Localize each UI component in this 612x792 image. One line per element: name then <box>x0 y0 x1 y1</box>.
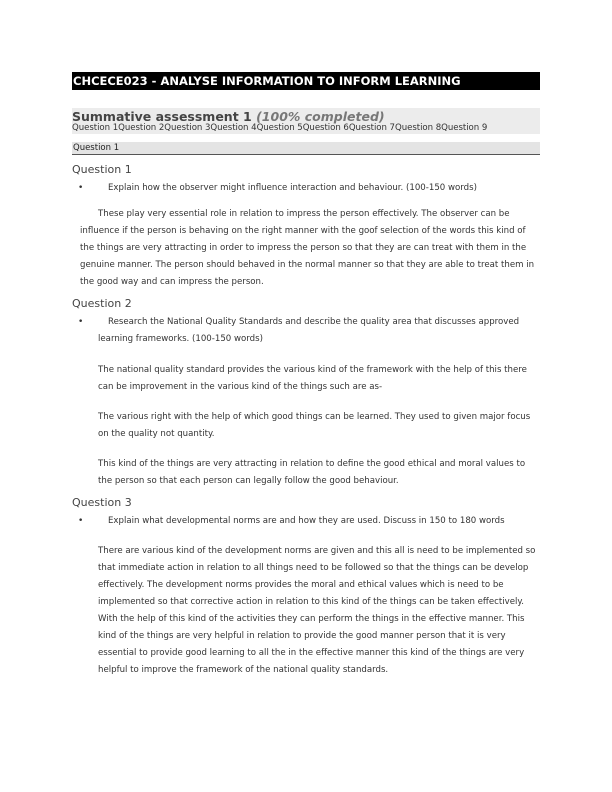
bullet-icon: • <box>78 516 84 526</box>
question-3-heading: Question 3 <box>72 496 132 509</box>
question-1-heading: Question 1 <box>72 163 132 176</box>
nav-question-5[interactable]: Question 5 <box>256 123 303 133</box>
nav-question-2[interactable]: Question 2 <box>118 123 165 133</box>
nav-question-1[interactable]: Question 1 <box>72 123 119 133</box>
document-title: CHCECE023 - ANALYSE INFORMATION TO INFORM LEARNING <box>72 72 540 90</box>
question-1-prompt: Explain how the observer might influence interaction and behaviour. (100-150 words) <box>108 183 477 193</box>
nav-question-9[interactable]: Question 9 <box>441 123 488 133</box>
completion-status: (100% completed) <box>256 109 385 124</box>
question-1-answer: These play very essential role in relation to impress the person effectively. The observer can be influence if the person is behaving on the right manner with the goof selection of the words this kind of the things are very attracting in order to impress the person so that they are can treat with them in the genuine manner. The person should behaved in the normal manner so that they are able to treat them in the good way and can impress the person. <box>80 209 535 287</box>
question-navigation <box>72 123 487 133</box>
question-1-prompt-item <box>72 180 540 197</box>
question-3-prompt-item <box>72 513 540 530</box>
summary-title <box>72 109 385 124</box>
summary-header <box>72 108 540 134</box>
nav-question-8[interactable]: Question 8 <box>394 123 442 133</box>
question-2-answer-3: This kind of the things are very attracting in relation to define the good ethical and moral values to the person so that each person can legally follow the good behaviour. <box>98 459 526 486</box>
nav-question-7[interactable]: Question 7 <box>348 123 395 133</box>
bullet-icon: • <box>78 317 84 327</box>
bullet-icon: • <box>78 183 84 193</box>
nav-question-6[interactable]: Question 6 <box>302 123 349 133</box>
document-page <box>72 72 540 679</box>
nav-question-4[interactable]: Question 4 <box>210 123 257 133</box>
question-2-heading: Question 2 <box>72 297 132 310</box>
summary-title-text: Summative assessment 1 <box>72 109 252 124</box>
question-2-prompt-item <box>72 314 540 348</box>
question-3-answer: There are various kind of the development norms are given and this all is need to be implemented so that immediate action in relation to all things need to be followed so that the things can be develop effectively. The development norms provides the moral and ethical values which is need to be implemented so that corrective action in relation to this kind of the things can be taken effectively. With the help of this kind of the activities they can perform the things in the effective manner. This kind of the things are very helpful in relation to provide the good manner person that it is very essential to provide good learning to all the in the effective manner this kind of the things are very helpful to improve the framework of the national quality standards. <box>98 546 536 675</box>
question-2-answer-2: The various right with the help of which good things can be learned. They used to given major focus on the quality not quantity. <box>98 412 531 439</box>
question-2-prompt: Research the National Quality Standards and describe the quality area that discusses approved learning frameworks. (100-150 words) <box>98 317 520 344</box>
nav-question-3[interactable]: Question 3 <box>164 123 211 133</box>
question-3-prompt: Explain what developmental norms are and how they are used. Discuss in 150 to 180 words <box>108 516 505 526</box>
question-2-answer-1: The national quality standard provides the various kind of the framework with the help of this there can be improvement in the various kind of the things such are as- <box>98 365 527 392</box>
active-question-tab[interactable]: Question 1 <box>72 142 540 155</box>
